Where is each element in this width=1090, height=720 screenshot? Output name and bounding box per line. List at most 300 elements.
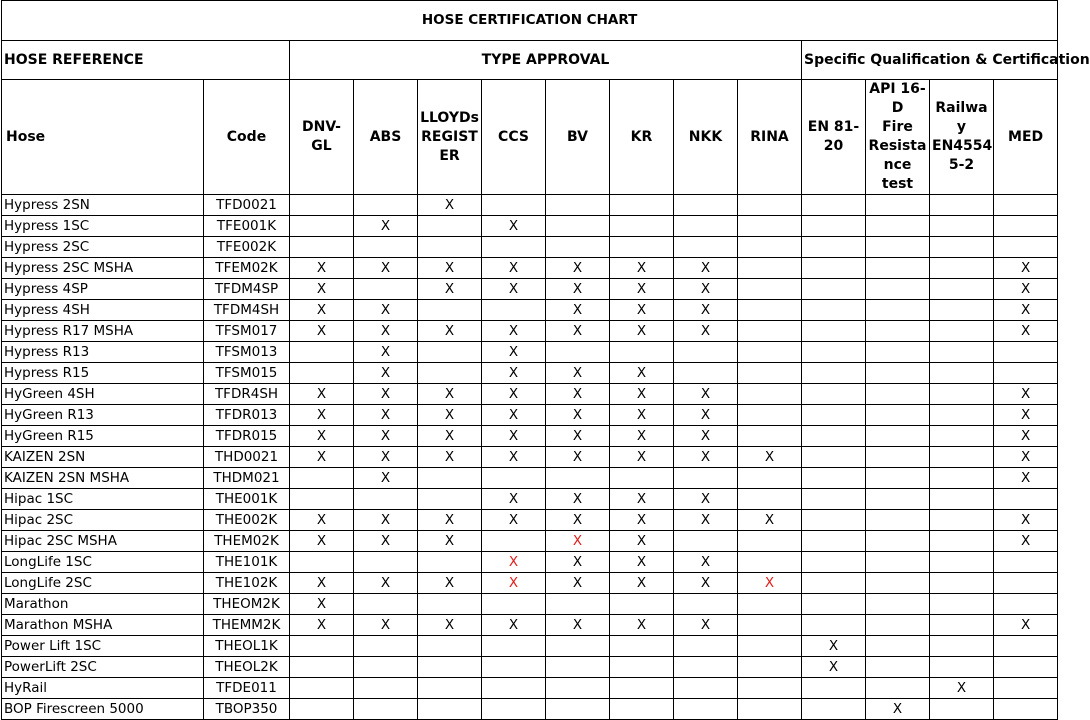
hose-name-cell: HyGreen 4SH	[2, 384, 204, 405]
hose-name-cell: Marathon MSHA	[2, 615, 204, 636]
certification-mark-cell	[354, 678, 418, 699]
table-row	[2, 636, 1058, 657]
hose-code-cell: THEOL2K	[204, 657, 290, 678]
certification-mark-cell	[802, 510, 866, 531]
certification-mark-cell	[610, 195, 674, 216]
table-row	[2, 615, 1058, 636]
certification-mark-cell	[738, 657, 802, 678]
certification-mark-cell: X	[546, 552, 610, 573]
certification-mark-cell: X	[802, 636, 866, 657]
hose-code-cell: THE001K	[204, 489, 290, 510]
table-row	[2, 258, 1058, 279]
column-header-cert: BV	[546, 80, 610, 195]
certification-mark-cell	[290, 699, 354, 720]
certification-mark-cell	[866, 195, 930, 216]
certification-mark-cell: X	[674, 426, 738, 447]
hose-code-cell: TBOP350	[204, 699, 290, 720]
certification-mark-cell	[354, 552, 418, 573]
certification-mark-cell: X	[290, 615, 354, 636]
hose-name-cell: Hypress R17 MSHA	[2, 321, 204, 342]
certification-mark-cell	[930, 237, 994, 258]
certification-mark-cell: X	[290, 594, 354, 615]
certification-mark-cell	[930, 636, 994, 657]
certification-mark-cell: X	[546, 447, 610, 468]
column-header-cert: MED	[994, 80, 1058, 195]
certification-mark-cell	[866, 321, 930, 342]
certification-mark-cell: X	[418, 384, 482, 405]
certification-mark-cell: X	[546, 510, 610, 531]
certification-mark-cell: X	[930, 678, 994, 699]
certification-mark-cell	[738, 300, 802, 321]
certification-mark-cell	[738, 594, 802, 615]
certification-mark-cell: X	[482, 510, 546, 531]
table-row	[2, 573, 1058, 594]
certification-mark-cell	[866, 426, 930, 447]
hose-code-cell: TFEM02K	[204, 258, 290, 279]
certification-mark-cell	[546, 636, 610, 657]
certification-mark-cell	[418, 489, 482, 510]
certification-mark-cell	[418, 594, 482, 615]
certification-mark-cell: X	[290, 405, 354, 426]
column-header-cert: EN 81- 20	[802, 80, 866, 195]
certification-mark-cell	[930, 699, 994, 720]
certification-mark-cell: X	[482, 279, 546, 300]
hose-code-cell: THEOM2K	[204, 594, 290, 615]
certification-mark-cell	[354, 195, 418, 216]
column-header-cert: Railwa y EN4554 5-2	[930, 80, 994, 195]
certification-mark-cell: X	[354, 321, 418, 342]
certification-mark-cell: X	[610, 258, 674, 279]
certification-mark-cell: X	[994, 615, 1058, 636]
certification-mark-cell	[930, 594, 994, 615]
certification-mark-cell: X	[354, 384, 418, 405]
hose-name-cell: HyGreen R13	[2, 405, 204, 426]
certification-mark-cell	[674, 678, 738, 699]
certification-mark-cell	[290, 237, 354, 258]
certification-mark-cell: X	[610, 531, 674, 552]
hose-name-cell: HyRail	[2, 678, 204, 699]
certification-mark-cell: X	[546, 405, 610, 426]
certification-mark-cell	[738, 237, 802, 258]
hose-name-cell: BOP Firescreen 5000	[2, 699, 204, 720]
hose-name-cell: Hypress 4SH	[2, 300, 204, 321]
hose-code-cell: THE002K	[204, 510, 290, 531]
certification-mark-cell: X	[674, 510, 738, 531]
certification-mark-cell	[418, 552, 482, 573]
certification-mark-cell: X	[354, 405, 418, 426]
certification-mark-cell: X	[354, 615, 418, 636]
certification-mark-cell: X	[482, 405, 546, 426]
certification-mark-cell	[482, 300, 546, 321]
certification-mark-cell: X	[610, 405, 674, 426]
hose-code-cell: TFDM4SH	[204, 300, 290, 321]
certification-mark-cell	[738, 321, 802, 342]
certification-mark-cell: X	[674, 552, 738, 573]
certification-mark-cell: X	[546, 300, 610, 321]
certification-mark-cell	[866, 615, 930, 636]
hose-name-cell: LongLife 2SC	[2, 573, 204, 594]
certification-mark-cell	[802, 699, 866, 720]
certification-mark-cell: X	[482, 615, 546, 636]
hose-certification-table	[1, 0, 1090, 720]
hose-name-cell: Hypress 4SP	[2, 279, 204, 300]
certification-mark-cell	[930, 510, 994, 531]
hose-name-cell: LongLife 1SC	[2, 552, 204, 573]
certification-mark-cell: X	[674, 489, 738, 510]
certification-mark-cell	[546, 195, 610, 216]
certification-mark-cell	[866, 300, 930, 321]
certification-mark-cell	[674, 195, 738, 216]
certification-mark-cell	[802, 237, 866, 258]
certification-mark-cell	[930, 300, 994, 321]
certification-mark-cell	[866, 510, 930, 531]
certification-mark-cell	[290, 636, 354, 657]
certification-mark-cell	[738, 636, 802, 657]
hose-code-cell: TFE002K	[204, 237, 290, 258]
certification-mark-cell	[930, 216, 994, 237]
hose-code-cell: TFDR4SH	[204, 384, 290, 405]
table-row	[2, 678, 1058, 699]
certification-mark-cell	[738, 258, 802, 279]
certification-mark-cell: X	[674, 300, 738, 321]
certification-mark-cell	[610, 468, 674, 489]
column-header-cert: KR	[610, 80, 674, 195]
certification-mark-cell	[802, 195, 866, 216]
certification-mark-cell: X	[610, 552, 674, 573]
certification-mark-cell	[994, 678, 1058, 699]
certification-mark-cell: X	[482, 321, 546, 342]
certification-mark-cell	[482, 594, 546, 615]
certification-mark-cell	[930, 489, 994, 510]
certification-mark-cell	[418, 237, 482, 258]
certification-mark-cell	[546, 342, 610, 363]
table-row	[2, 405, 1058, 426]
certification-mark-cell	[738, 216, 802, 237]
table-row	[2, 300, 1058, 321]
column-header-cert: NKK	[674, 80, 738, 195]
certification-mark-cell	[866, 468, 930, 489]
certification-mark-cell	[482, 468, 546, 489]
certification-mark-cell	[418, 699, 482, 720]
certification-mark-cell	[802, 300, 866, 321]
certification-mark-cell	[546, 216, 610, 237]
hose-code-cell: THEOL1K	[204, 636, 290, 657]
hose-code-cell: TFDR013	[204, 405, 290, 426]
certification-mark-cell: X	[994, 510, 1058, 531]
certification-mark-cell	[674, 531, 738, 552]
certification-mark-cell: X	[610, 321, 674, 342]
certification-mark-cell: X	[290, 300, 354, 321]
certification-mark-cell: X	[482, 216, 546, 237]
hose-code-cell: TFDE011	[204, 678, 290, 699]
certification-mark-cell	[738, 468, 802, 489]
certification-mark-cell	[930, 279, 994, 300]
certification-mark-cell	[930, 657, 994, 678]
certification-mark-cell	[674, 657, 738, 678]
certification-mark-cell	[738, 678, 802, 699]
certification-mark-cell: X	[418, 531, 482, 552]
certification-mark-cell	[930, 468, 994, 489]
certification-mark-cell	[354, 699, 418, 720]
hose-code-cell: THEMM2K	[204, 615, 290, 636]
certification-mark-cell	[994, 216, 1058, 237]
hose-name-cell: Hypress 2SC	[2, 237, 204, 258]
certification-mark-cell	[930, 426, 994, 447]
certification-mark-cell	[674, 363, 738, 384]
table-row	[2, 510, 1058, 531]
certification-mark-cell	[866, 489, 930, 510]
certification-mark-cell	[354, 279, 418, 300]
column-header-code: Code	[204, 80, 290, 195]
table-row	[2, 279, 1058, 300]
certification-mark-cell: X	[354, 468, 418, 489]
table-row	[2, 426, 1058, 447]
certification-mark-cell	[290, 342, 354, 363]
certification-mark-cell	[610, 678, 674, 699]
certification-mark-cell	[290, 489, 354, 510]
certification-mark-cell: X	[546, 384, 610, 405]
certification-mark-cell: X	[546, 531, 610, 552]
table-row	[2, 447, 1058, 468]
certification-mark-cell	[290, 678, 354, 699]
certification-mark-cell: X	[290, 258, 354, 279]
certification-mark-cell: X	[418, 258, 482, 279]
hose-code-cell: TFSM013	[204, 342, 290, 363]
table-row	[2, 216, 1058, 237]
certification-mark-cell	[994, 237, 1058, 258]
certification-mark-cell	[866, 237, 930, 258]
certification-mark-cell: X	[354, 426, 418, 447]
certification-mark-cell	[802, 405, 866, 426]
certification-mark-cell	[866, 363, 930, 384]
certification-mark-cell	[738, 699, 802, 720]
certification-mark-cell: X	[994, 426, 1058, 447]
certification-mark-cell	[930, 195, 994, 216]
certification-mark-cell	[674, 594, 738, 615]
certification-mark-cell: X	[610, 447, 674, 468]
table-row	[2, 342, 1058, 363]
certification-mark-cell: X	[674, 321, 738, 342]
certification-mark-cell: X	[674, 447, 738, 468]
certification-mark-cell	[994, 699, 1058, 720]
certification-mark-cell	[866, 552, 930, 573]
certification-mark-cell	[418, 363, 482, 384]
certification-mark-cell	[802, 468, 866, 489]
certification-mark-cell: X	[546, 258, 610, 279]
certification-mark-cell: X	[290, 531, 354, 552]
certification-mark-cell	[482, 195, 546, 216]
table-row	[2, 552, 1058, 573]
group-hose-reference: HOSE REFERENCE	[2, 41, 290, 80]
certification-mark-cell: X	[546, 489, 610, 510]
certification-mark-cell	[802, 531, 866, 552]
hose-name-cell: Marathon	[2, 594, 204, 615]
certification-mark-cell	[802, 615, 866, 636]
column-header-cert: API 16-D Fire Resista nce test	[866, 80, 930, 195]
hose-name-cell: Hypress R15	[2, 363, 204, 384]
certification-mark-cell	[738, 489, 802, 510]
certification-mark-cell	[930, 405, 994, 426]
certification-mark-cell: X	[674, 405, 738, 426]
hose-name-cell: KAIZEN 2SN MSHA	[2, 468, 204, 489]
certification-mark-cell	[674, 468, 738, 489]
hose-code-cell: TFSM015	[204, 363, 290, 384]
certification-mark-cell: X	[610, 489, 674, 510]
hose-code-cell: THE101K	[204, 552, 290, 573]
certification-mark-cell	[930, 258, 994, 279]
certification-mark-cell	[546, 657, 610, 678]
certification-mark-cell: X	[354, 447, 418, 468]
certification-mark-cell	[994, 636, 1058, 657]
certification-mark-cell	[738, 426, 802, 447]
certification-mark-cell	[546, 594, 610, 615]
certification-mark-cell: X	[354, 531, 418, 552]
hose-code-cell: TFSM017	[204, 321, 290, 342]
certification-mark-cell	[994, 594, 1058, 615]
hose-code-cell: TFE001K	[204, 216, 290, 237]
certification-mark-cell	[482, 531, 546, 552]
certification-mark-cell: X	[738, 510, 802, 531]
certification-mark-cell	[802, 573, 866, 594]
certification-mark-cell: X	[546, 363, 610, 384]
column-header-cert: LLOYDs REGIST ER	[418, 80, 482, 195]
certification-mark-cell: X	[354, 363, 418, 384]
certification-mark-cell	[802, 342, 866, 363]
certification-mark-cell: X	[674, 258, 738, 279]
certification-mark-cell	[674, 699, 738, 720]
certification-mark-cell	[802, 426, 866, 447]
certification-mark-cell: X	[994, 279, 1058, 300]
table-row	[2, 363, 1058, 384]
certification-mark-cell: X	[354, 573, 418, 594]
certification-mark-cell	[802, 216, 866, 237]
column-header-hose: Hose	[2, 80, 204, 195]
certification-mark-cell: X	[994, 258, 1058, 279]
certification-mark-cell: X	[418, 279, 482, 300]
certification-mark-cell	[866, 657, 930, 678]
certification-mark-cell: X	[546, 426, 610, 447]
column-header-cert: CCS	[482, 80, 546, 195]
certification-mark-cell	[802, 279, 866, 300]
column-header-cert: RINA	[738, 80, 802, 195]
certification-mark-cell	[482, 699, 546, 720]
certification-mark-cell: X	[546, 573, 610, 594]
certification-mark-cell: X	[482, 552, 546, 573]
certification-mark-cell	[866, 216, 930, 237]
certification-mark-cell	[802, 321, 866, 342]
certification-mark-cell	[738, 531, 802, 552]
certification-mark-cell: X	[290, 573, 354, 594]
certification-mark-cell: X	[418, 447, 482, 468]
certification-mark-cell	[354, 594, 418, 615]
certification-mark-cell	[482, 657, 546, 678]
certification-mark-cell: X	[482, 426, 546, 447]
certification-mark-cell: X	[418, 195, 482, 216]
column-header-cert: ABS	[354, 80, 418, 195]
certification-mark-cell	[738, 195, 802, 216]
certification-mark-cell	[738, 342, 802, 363]
certification-mark-cell: X	[738, 447, 802, 468]
hose-code-cell: THDM021	[204, 468, 290, 489]
certification-mark-cell: X	[610, 510, 674, 531]
certification-mark-cell	[546, 237, 610, 258]
certification-mark-cell: X	[674, 573, 738, 594]
certification-mark-cell	[930, 573, 994, 594]
table-row	[2, 237, 1058, 258]
certification-mark-cell	[418, 342, 482, 363]
certification-mark-cell: X	[482, 573, 546, 594]
certification-mark-cell	[738, 405, 802, 426]
hose-code-cell: TFD0021	[204, 195, 290, 216]
certification-mark-cell: X	[290, 321, 354, 342]
certification-mark-cell	[994, 552, 1058, 573]
certification-mark-cell	[802, 384, 866, 405]
certification-mark-cell: X	[610, 426, 674, 447]
certification-mark-cell: X	[482, 363, 546, 384]
certification-mark-cell	[674, 237, 738, 258]
certification-mark-cell: X	[610, 300, 674, 321]
certification-mark-cell: X	[482, 258, 546, 279]
certification-mark-cell	[546, 468, 610, 489]
certification-mark-cell	[354, 657, 418, 678]
certification-mark-cell: X	[418, 615, 482, 636]
certification-mark-cell	[994, 195, 1058, 216]
hose-code-cell: TFDM4SP	[204, 279, 290, 300]
certification-mark-cell	[930, 552, 994, 573]
certification-mark-cell: X	[482, 342, 546, 363]
certification-mark-cell	[290, 468, 354, 489]
certification-mark-cell	[866, 279, 930, 300]
certification-mark-cell	[610, 594, 674, 615]
certification-mark-cell: X	[866, 699, 930, 720]
hose-name-cell: Hypress R13	[2, 342, 204, 363]
certification-mark-cell: X	[290, 510, 354, 531]
hose-name-cell: Power Lift 1SC	[2, 636, 204, 657]
certification-mark-cell	[546, 678, 610, 699]
certification-mark-cell	[354, 636, 418, 657]
certification-mark-cell: X	[418, 510, 482, 531]
table-row	[2, 531, 1058, 552]
certification-mark-cell	[738, 615, 802, 636]
certification-mark-cell: X	[610, 384, 674, 405]
chart-title: HOSE CERTIFICATION CHART	[2, 1, 1058, 41]
hose-name-cell: Hipac 1SC	[2, 489, 204, 510]
certification-mark-cell	[994, 489, 1058, 510]
certification-mark-cell	[866, 678, 930, 699]
certification-mark-cell: X	[418, 321, 482, 342]
certification-mark-cell	[802, 363, 866, 384]
hose-name-cell: Hypress 2SC MSHA	[2, 258, 204, 279]
certification-mark-cell: X	[610, 363, 674, 384]
certification-mark-cell	[674, 636, 738, 657]
certification-mark-cell	[930, 447, 994, 468]
certification-mark-cell	[610, 636, 674, 657]
hose-name-cell: Hypress 2SN	[2, 195, 204, 216]
certification-mark-cell	[930, 384, 994, 405]
certification-mark-cell: X	[482, 384, 546, 405]
certification-mark-cell: X	[482, 447, 546, 468]
certification-mark-cell: X	[546, 615, 610, 636]
certification-mark-cell: X	[290, 384, 354, 405]
certification-mark-cell	[802, 489, 866, 510]
table-row	[2, 489, 1058, 510]
certification-mark-cell: X	[674, 615, 738, 636]
hose-code-cell: THE102K	[204, 573, 290, 594]
certification-mark-cell	[930, 363, 994, 384]
table-row	[2, 468, 1058, 489]
certification-mark-cell	[418, 657, 482, 678]
certification-mark-cell	[482, 237, 546, 258]
